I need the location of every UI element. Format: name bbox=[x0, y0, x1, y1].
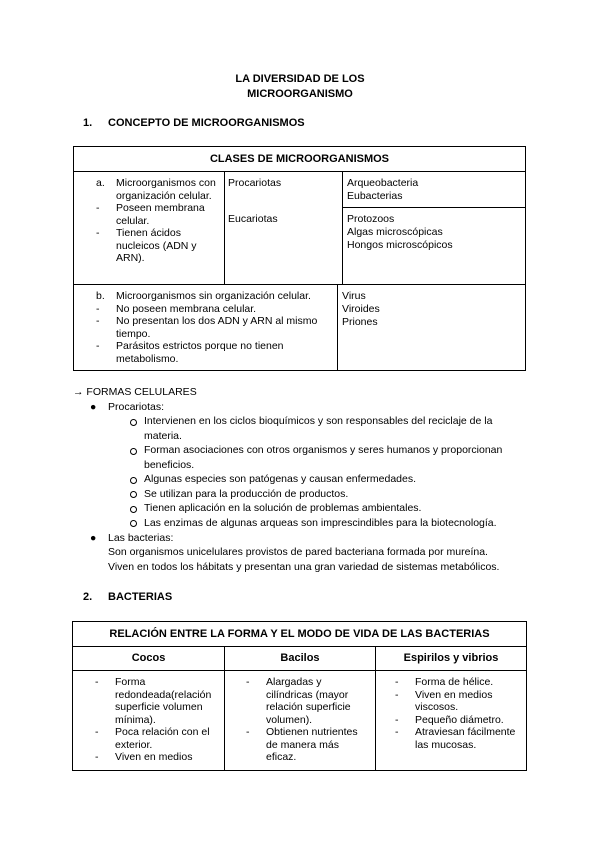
bacteria-table-header: RELACIÓN ENTRE LA FORMA Y EL MODO DE VIDA DE LAS BACTERIAS bbox=[109, 628, 490, 640]
example-algas: Algas microscópicas bbox=[347, 226, 443, 238]
list-item: - Poseen membrana celular. bbox=[96, 202, 205, 227]
list-item: Tienen aplicación en la solución de problemas ambientales. bbox=[128, 501, 528, 516]
table-divider bbox=[342, 207, 525, 208]
classes-table-header: CLASES DE MICROORGANISMOS bbox=[209, 153, 390, 165]
section2-number: 2. bbox=[83, 591, 93, 603]
list-item: - Poca relación con el exterior. bbox=[95, 726, 210, 751]
list-item: Algunas especies son patógenas y causan enfermedades. bbox=[128, 472, 528, 487]
group-b-list bbox=[96, 290, 334, 365]
column-cocos: Cocos bbox=[131, 652, 166, 664]
column-espirilos: Espirilos y vibrios bbox=[403, 652, 499, 664]
example-eubacterias: Eubacterias bbox=[347, 190, 403, 202]
bacteria-forms-table bbox=[72, 621, 527, 771]
bacilos-list bbox=[246, 676, 370, 764]
list-item: - No poseen membrana celular. bbox=[96, 302, 257, 315]
list-item: b. Microorganismos sin organización celular. bbox=[96, 290, 311, 302]
example-viroides: Viroides bbox=[342, 303, 380, 315]
list-item: - Atraviesan fácilmente las mucosas. bbox=[395, 726, 516, 751]
table-divider bbox=[342, 171, 343, 284]
group-a-list bbox=[96, 177, 222, 265]
bacterias-line1: Son organismos unicelulares provistos de pared bacteriana formada por mureína. bbox=[108, 546, 488, 558]
section1-title: CONCEPTO DE MICROORGANISMOS bbox=[108, 117, 305, 129]
list-item: - Viven en medios viscosos. bbox=[395, 688, 493, 713]
example-hongos: Hongos microscópicos bbox=[347, 239, 453, 251]
example-priones: Priones bbox=[342, 316, 378, 328]
bullet-icon: ● bbox=[90, 401, 97, 413]
classes-table bbox=[73, 146, 526, 371]
list-item: Se utilizan para la producción de productos. bbox=[128, 487, 528, 502]
table-divider bbox=[74, 171, 525, 172]
list-item: - Obtienen nutrientes de manera más eficaz. bbox=[246, 726, 358, 763]
procariotas-list bbox=[128, 414, 528, 530]
column-bacilos: Bacilos bbox=[280, 652, 320, 664]
table-divider bbox=[73, 670, 526, 671]
type-eucariotas: Eucariotas bbox=[228, 213, 278, 225]
cocos-list bbox=[95, 676, 219, 764]
procariotas-bullet: ● Procariotas: bbox=[90, 401, 165, 413]
list-item: - Forma de hélice. bbox=[395, 676, 494, 688]
list-item: - Forma redondeada(relación superficie volumen mínima). bbox=[95, 676, 212, 726]
espirilos-list bbox=[395, 676, 521, 751]
list-item: - Parásitos estrictos porque no tienen metabolismo. bbox=[96, 340, 284, 365]
document-title-line2: MICROORGANISMO bbox=[247, 88, 353, 100]
list-item: Forman asociaciones con otros organismos y seres humanos y proporcionan beneficios. bbox=[128, 443, 528, 472]
list-item: Intervienen en los ciclos bioquímicos y son responsables del reciclaje de la materia. bbox=[128, 414, 528, 443]
section2-title: BACTERIAS bbox=[108, 591, 173, 603]
section1-number: 1. bbox=[83, 117, 93, 129]
example-virus: Virus bbox=[342, 290, 366, 302]
type-procariotas: Procariotas bbox=[228, 177, 282, 189]
list-item: - Viven en medios bbox=[95, 751, 193, 763]
list-item: - No presentan los dos ADN y ARN al mismo tiempo. bbox=[96, 315, 318, 340]
list-item: - Alargadas y cilíndricas (mayor relación superficie volumen). bbox=[246, 676, 351, 726]
list-item: a. Microorganismos con organización celular. bbox=[96, 177, 216, 202]
table-divider bbox=[74, 284, 525, 285]
list-item: Las enzimas de algunas arqueas son imprescindibles para la biotecnología. bbox=[128, 516, 528, 531]
bullet-icon: ● bbox=[90, 532, 97, 544]
example-protozoos: Protozoos bbox=[347, 213, 395, 225]
bacterias-bullet: ● Las bacterias: bbox=[90, 532, 174, 544]
table-divider bbox=[337, 284, 338, 370]
example-arqueobacteria: Arqueobacteria bbox=[347, 177, 419, 189]
formas-heading: → FORMAS CELULARES bbox=[73, 386, 197, 398]
table-divider bbox=[224, 171, 225, 284]
list-item: - Tienen ácidos nucleicos (ADN y ARN). bbox=[96, 227, 197, 264]
document-title-line1: LA DIVERSIDAD DE LOS bbox=[235, 73, 365, 85]
bacterias-line2: Viven en todos los hábitats y presentan una gran variedad de sistemas metabólicos. bbox=[108, 561, 500, 573]
list-item: - Pequeño diámetro. bbox=[395, 713, 504, 726]
